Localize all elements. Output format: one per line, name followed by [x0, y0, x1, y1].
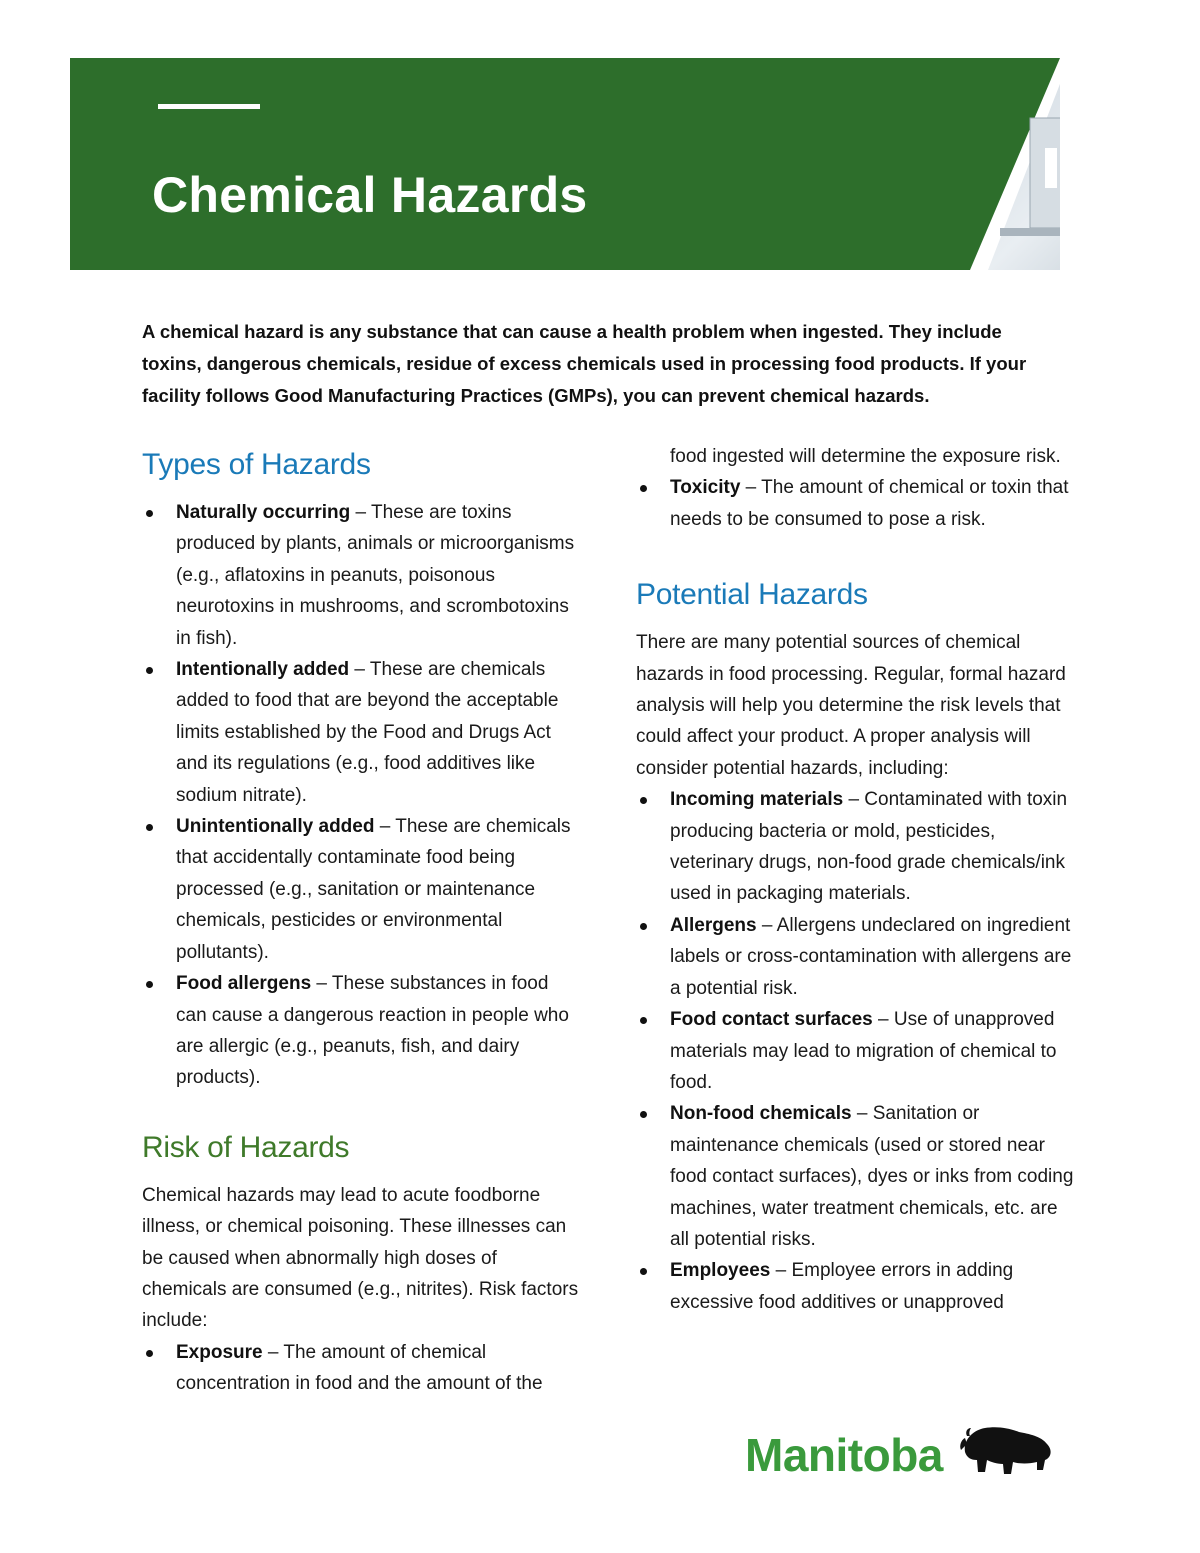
- right-column: [636, 441, 1076, 1318]
- left-column: [142, 445, 582, 1400]
- potential-list: [636, 784, 1076, 1318]
- list-item-continuation: food ingested will determine the exposure risk.: [670, 446, 1061, 467]
- potential-heading: Potential Hazards: [636, 578, 868, 612]
- intro-paragraph: A chemical hazard is any substance that can cause a health problem when ingested. They include toxins, dangerous chemicals, residue of excess chemicals used in processing food products. If your facility follows Good Manufacturing Practices (GMPs), you can prevent chemical hazards.: [142, 321, 1027, 406]
- list-item: Employees – Employee errors in adding excessive food additives or unapproved: [636, 1255, 1076, 1318]
- list-item: Toxicity – The amount of chemical or toxin that needs to be consumed to pose a risk.: [636, 472, 1076, 535]
- title-rule: [158, 104, 260, 109]
- bison-icon: [957, 1422, 1057, 1484]
- list-item: Food allergens – These substances in food can cause a dangerous reaction in people who are allergic (e.g., peanuts, fish, and dairy products).: [142, 968, 582, 1094]
- list-item: Non-food chemicals – Sanitation or maintenance chemicals (used or stored near food contact surfaces), dyes or inks from coding machines, water treatment chemicals, etc. are all potential risks.: [636, 1098, 1076, 1255]
- potential-body: There are many potential sources of chemical hazards in food processing. Regular, formal hazard analysis will help you determine the risk levels that could affect your product. A proper analysis will consider potential hazards, including:: [636, 632, 1066, 779]
- types-list: [142, 497, 582, 1094]
- list-item: Incoming materials – Contaminated with toxin producing bacteria or mold, pesticides, veterinary drugs, non-food grade chemicals/ink used in packaging materials.: [636, 784, 1076, 910]
- list-item: Intentionally added – These are chemicals added to food that are beyond the acceptable limits established by the Food and Drugs Act and its regulations (e.g., food additives like sodium nitrate).: [142, 654, 582, 811]
- list-item: Food contact surfaces – Use of unapproved materials may lead to migration of chemical to food.: [636, 1004, 1076, 1098]
- list-item: Naturally occurring – These are toxins produced by plants, animals or microorganisms (e.g., aflatoxins in peanuts, poisonous neurotoxins in mushrooms, and scrombotoxins in fish).: [142, 497, 582, 654]
- logo-wordmark: Manitoba: [745, 1429, 943, 1481]
- risk-heading: Risk of Hazards: [142, 1130, 350, 1164]
- types-heading: Types of Hazards: [142, 448, 371, 481]
- manitoba-logo: [745, 1422, 1065, 1492]
- list-item: Exposure – The amount of chemical concentration in food and the amount of the: [142, 1337, 582, 1400]
- list-item: Unintentionally added – These are chemicals that accidentally contaminate food being processed (e.g., sanitation or maintenance chemicals, pesticides or environmental pollutants).: [142, 811, 582, 968]
- risk-body: Chemical hazards may lead to acute foodborne illness, or chemical poisoning. These illnesses can be caused when abnormally high doses of chemicals are consumed (e.g., nitrites). Risk factors include:: [142, 1184, 579, 1332]
- banner-graphic: [70, 58, 1060, 270]
- header-banner: [70, 58, 1060, 270]
- page-title: Chemical Hazards: [152, 167, 588, 223]
- risk-list: [142, 1337, 582, 1400]
- list-item: Allergens – Allergens undeclared on ingredient labels or cross-contamination with allergens are a potential risk.: [636, 910, 1076, 1004]
- risk-list-continued: [636, 441, 1076, 535]
